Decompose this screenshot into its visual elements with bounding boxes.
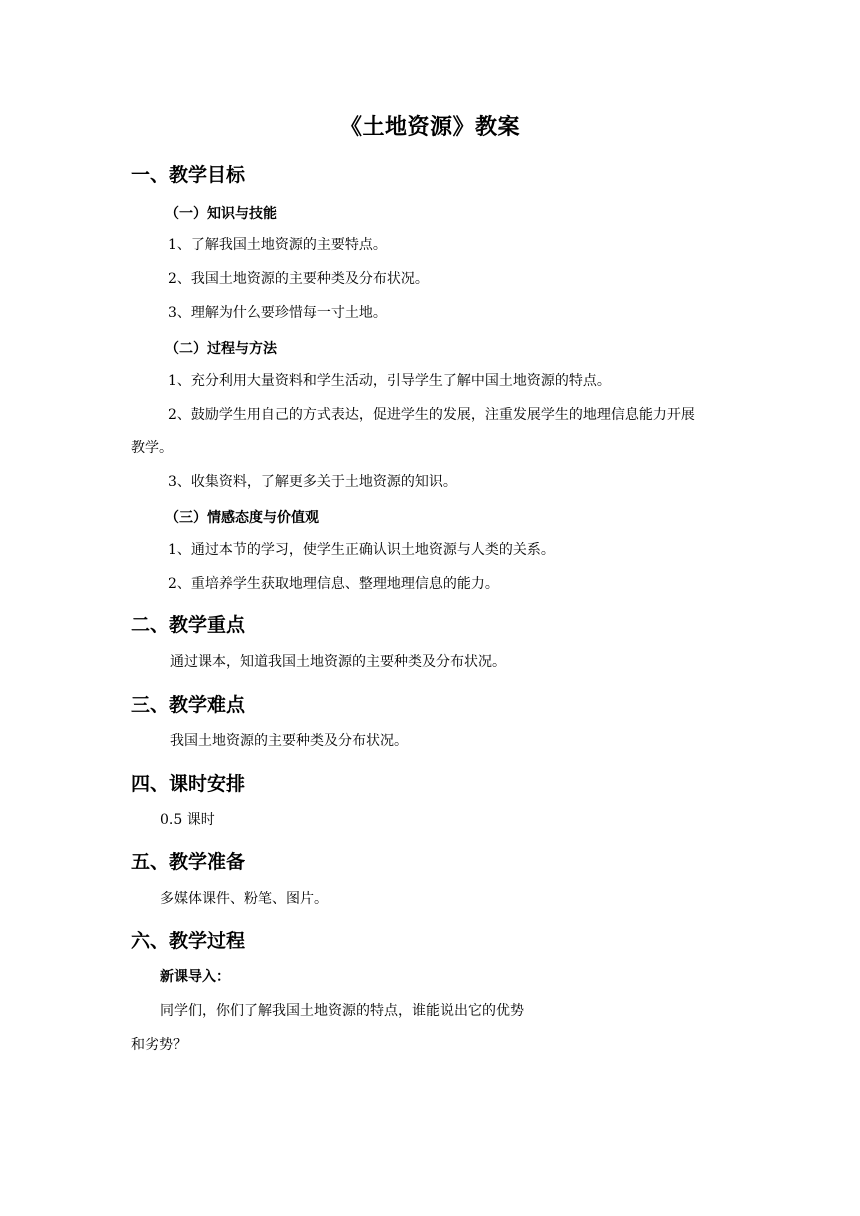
section-text: 我国土地资源的主要种类及分布状况。 — [170, 733, 408, 749]
list-item-continuation: 教学。 — [131, 440, 173, 456]
list-item: 1、充分利用大量资料和学生活动，引导学生了解中国土地资源的特点。 — [168, 373, 611, 389]
list-item: 2、重培养学生获取地理信息、整理地理信息的能力。 — [168, 576, 499, 592]
paragraph-line: 同学们，你们了解我国土地资源的特点，谁能说出它的优势 — [160, 1003, 524, 1019]
section-text: 0.5 课时 — [160, 812, 215, 828]
section-heading-key-points: 二、教学重点 — [131, 614, 246, 636]
section-heading-objectives: 一、教学目标 — [131, 164, 246, 186]
subheading-process-methods: （二）过程与方法 — [165, 341, 277, 357]
intro-label: 新课导入： — [160, 969, 230, 985]
section-heading-difficulties: 三、教学难点 — [131, 694, 246, 716]
section-heading-preparation: 五、教学准备 — [131, 851, 246, 873]
section-text: 通过课本，知道我国土地资源的主要种类及分布状况。 — [170, 654, 506, 670]
section-text: 多媒体课件、粉笔、图片。 — [160, 891, 328, 907]
list-item: 2、我国土地资源的主要种类及分布状况。 — [168, 271, 429, 287]
list-item: 3、收集资料，了解更多关于土地资源的知识。 — [168, 474, 457, 490]
subheading-knowledge-skills: （一）知识与技能 — [165, 206, 277, 222]
list-item: 3、理解为什么要珍惜每一寸土地。 — [168, 305, 387, 321]
paragraph-line: 和劣势？ — [131, 1037, 187, 1053]
document-title: 《土地资源》教案 — [339, 115, 520, 140]
section-heading-schedule: 四、课时安排 — [131, 773, 246, 795]
subheading-attitudes-values: （三）情感态度与价值观 — [165, 510, 319, 526]
list-item: 1、了解我国土地资源的主要特点。 — [168, 237, 387, 253]
list-item: 1、通过本节的学习，使学生正确认识土地资源与人类的关系。 — [168, 542, 555, 558]
section-heading-process: 六、教学过程 — [131, 930, 246, 952]
list-item: 2、鼓励学生用自己的方式表达，促进学生的发展，注重发展学生的地理信息能力开展 — [168, 407, 695, 423]
